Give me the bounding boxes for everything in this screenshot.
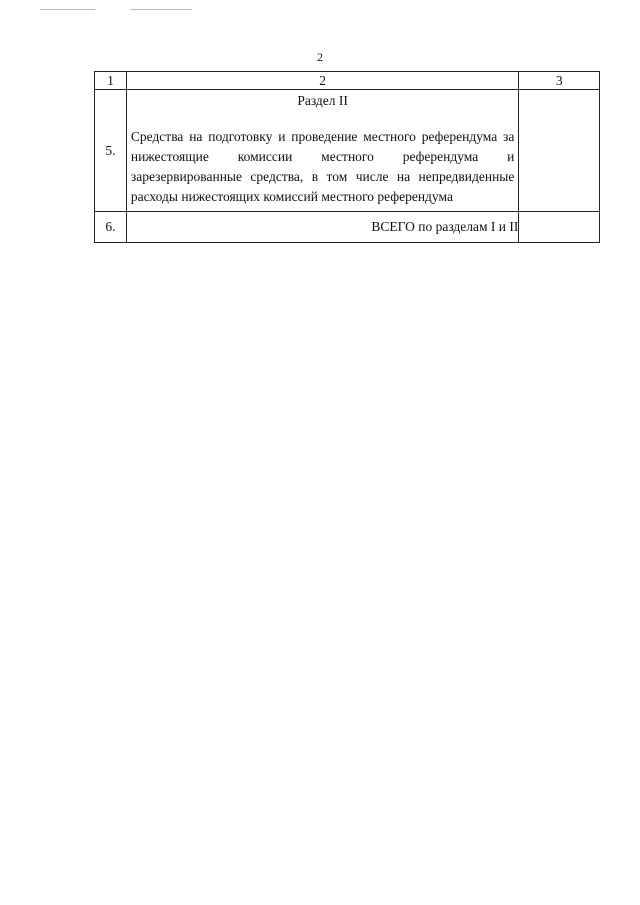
row-number: 6. bbox=[95, 212, 127, 243]
table-row bbox=[95, 90, 600, 212]
row-description bbox=[126, 90, 519, 212]
row-text: Средства на подготовку и проведение местного референдума за нижестоящие комиссии местного референдума и зарезервированные средства, в том числе на непредвиденные расходы нижестоящих комиссий местного референдума bbox=[130, 129, 515, 204]
scan-artifact bbox=[40, 9, 95, 10]
table-row-total bbox=[95, 212, 600, 243]
column-header-2: 2 bbox=[126, 72, 519, 90]
column-header-1: 1 bbox=[95, 72, 127, 90]
row-value bbox=[519, 90, 600, 212]
column-header-3: 3 bbox=[519, 72, 600, 90]
section-title: Раздел II bbox=[297, 93, 348, 108]
table-header-row bbox=[95, 72, 600, 90]
page-number: 2 bbox=[317, 50, 323, 64]
total-label: ВСЕГО по разделам I и II bbox=[126, 212, 519, 243]
total-value bbox=[519, 212, 600, 243]
scan-artifact bbox=[130, 9, 192, 10]
row-number: 5. bbox=[95, 90, 127, 212]
budget-table bbox=[94, 71, 600, 243]
